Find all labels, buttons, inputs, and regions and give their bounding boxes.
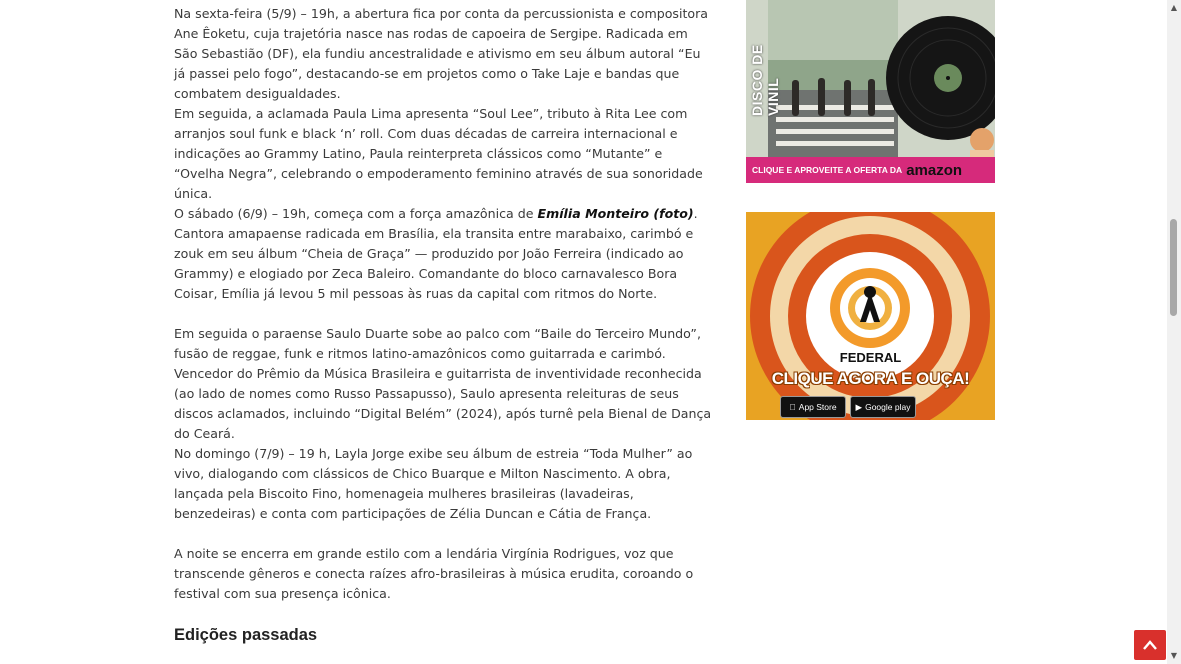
vinyl-ad-label: DISCO DE VINIL <box>749 44 781 116</box>
scroll-thumb[interactable] <box>1170 219 1177 316</box>
article-paragraph-1: Na sexta-feira (5/9) – 19h, a abertura fica por conta da percussionista e compositora Ane Êoketu, cuja trajetória nasce nas rodas de capoeira de Sergipe. Radicada em São Sebastião (DF), ela fundiu ancestralidade e ativismo em seu álbum autoral “Eu já passei pelo fogo”, destacando-se em projetos como o Take Laje e bandas que combatem desigualdades. <box>174 6 709 101</box>
section-heading-past-editions: Edições passadas <box>174 626 318 644</box>
page-scrollbar[interactable] <box>1167 0 1181 664</box>
vinyl-ad-cta: CLIQUE E APROVEITE A OFERTA DA <box>752 165 903 175</box>
scroll-up-arrow-icon[interactable]: ▲ <box>1170 3 1178 12</box>
play-icon: ▶ <box>855 401 863 412</box>
google-play-label: Google play <box>865 402 911 412</box>
vinyl-ad-art <box>746 0 995 183</box>
back-to-top-button[interactable] <box>1134 630 1166 660</box>
ad-radio-federal[interactable] <box>746 212 995 420</box>
article-paragraph-2: Em seguida, a aclamada Paula Lima apresenta “Soul Lee”, tributo à Rita Lee com arranjos soul funk e black ‘n’ roll. Com duas décadas de carreira internacional e indicações ao Grammy Latino, Paula reinterpreta clássicos como “Mutante” e “Ovelha Negra”, celebrando o empoderamento feminino através de sua sonoridade única. <box>174 106 703 201</box>
article-paragraph-4: Em seguida o paraense Saulo Duarte sobe ao palco com “Baile do Terceiro Mundo”, fusão de reggae, funk e ritmos latino-amazônicos como guitarrada e carimbó. Vencedor do Prêmio da Música Brasileira e guitarrista de inventividade reconhecida (ao lado de nomes como Russo Passapusso), Saulo apresenta releituras de seus discos aclamados, incluindo “Digital Belém” (2024), após turnê pela Bienal de Dança do Ceará. <box>174 326 712 441</box>
article-paragraph-3 <box>174 204 714 304</box>
article-paragraph-5: No domingo (7/9) – 19 h, Layla Jorge exibe seu álbum de estreia “Toda Mulher” ao vivo, dialogando com clássicos de Chico Buarque e Milton Nascimento. A obra, lançada pela Biscoito Fino, homenageia mulheres brasileiras (lavadeiras, benzedeiras) e conta com participações de Zélia Duncan e Cátia de França. <box>174 446 693 521</box>
ad-vinyl-amazon[interactable] <box>746 0 995 183</box>
store-badges <box>780 396 916 418</box>
paragraph-3-intro: O sábado (6/9) – 19h, começa com a força amazônica de <box>174 206 538 221</box>
app-store-badge[interactable] <box>780 396 846 418</box>
chevron-up-icon <box>1142 639 1158 651</box>
amazon-logo: amazon <box>906 161 963 179</box>
radio-brand: FEDERAL <box>839 350 902 365</box>
artist-emphasis: Emília Monteiro (foto) <box>537 206 694 221</box>
radio-ad-cta: CLIQUE AGORA E OUÇA! <box>771 369 970 388</box>
article-paragraph-6: A noite se encerra em grande estilo com a lendária Virgínia Rodrigues, voz que transcende gêneros e conecta raízes afro-brasileiras à música erudita, coroando o festival com sua presença icônica. <box>174 546 694 601</box>
google-play-badge[interactable] <box>850 396 916 418</box>
scroll-down-arrow-icon[interactable]: ▼ <box>1170 651 1178 660</box>
apple-icon <box>789 402 795 412</box>
paragraph-3-body: . Cantora amapaense radicada em Brasília, ela transita entre marabaixo, carimbó e zouk em seu álbum “Cheia de Graça” — produzido por João Ferreira (indicado ao Grammy) e elogiado por Zeca Baleiro. Comandante do bloco carnavalesco Bora Coisar, Emília já levou 5 mil pessoas às ruas da capital com ritmos do Norte. <box>174 206 698 301</box>
app-store-label: App Store <box>795 402 834 412</box>
vinyl-ad-cta-band <box>746 157 995 183</box>
